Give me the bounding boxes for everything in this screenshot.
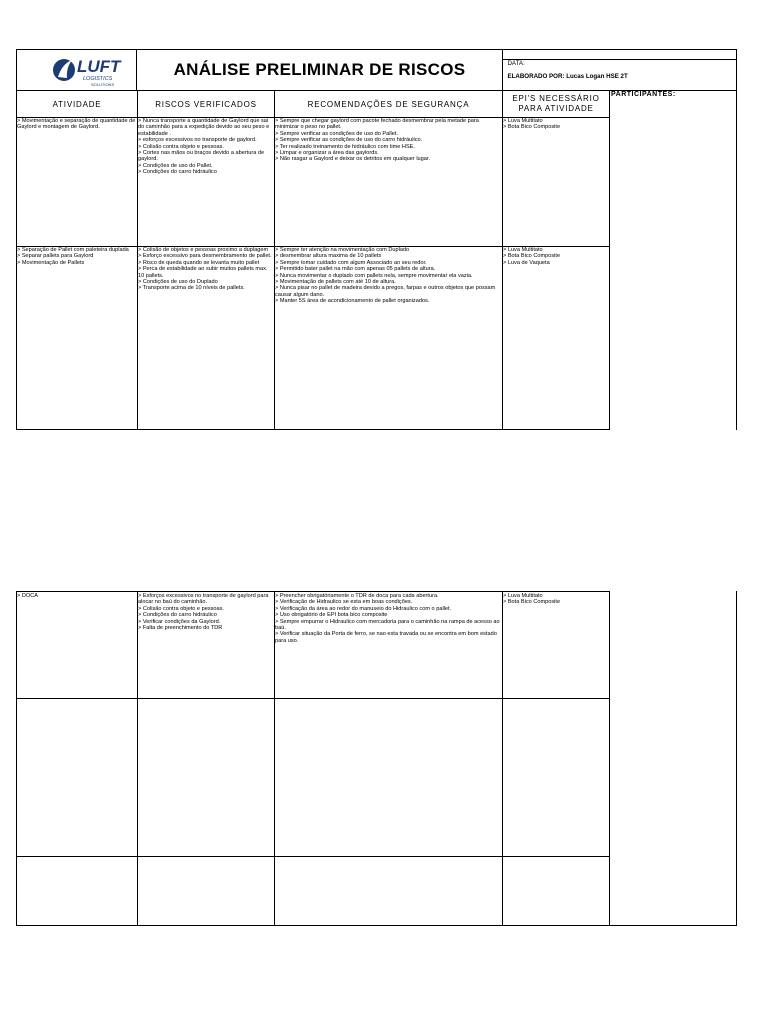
logo-brand-text: LUFT (77, 57, 121, 76)
row3-epis: > Luva Multitato > Bota Bico Composite (503, 593, 561, 606)
page-title: ANÁLISE PRELIMINAR DE RISCOS (137, 50, 503, 90)
row1-recomendacoes: > Sempre que chegar gaylord com pacote fechado desmembrar pela metade para minimizar o peso no pallet. > Sempre verificar as condições de uso do Pallet. > Sempre verificar as condições de uso do carro hidráulico. > Ter realizado treinamento de hidráulico com time HSE. > Limpar e organizar a área das gaylords. > Não rasgar a Gaylord e deixar os detritos em qualquer lugar. (275, 118, 479, 163)
table2-bottom-line (16, 925, 737, 926)
row2-atividade: > Separação de Pallet com paleteira duplada > Separar pallets para Gaylord > Movimentação de Pallets (17, 247, 129, 266)
elaborado-field (503, 60, 736, 90)
table2-row-line-1 (16, 698, 610, 699)
elaborado-label: ELABORADO POR: Lucas Logan HSE 2T (507, 73, 628, 80)
row3-atividade: > DOCA (17, 593, 38, 599)
row3-riscos: > Esforços excessivos no transporte de gaylord para alocar no baú do caminhão. > Colisão contra objeto e pessoas. > Condições do carro hidráulico > Verificar condições da Gaylord. > Falta de preenchimento do TDR (138, 593, 269, 632)
table2-col-line-4 (609, 591, 610, 926)
table-right-border (736, 49, 737, 430)
data-label: DATA: (507, 60, 525, 67)
row3-recomendacoes: > Preencher obrigatóriamente o TDR de doca para cada abertura. > Verificação de Hidraulico se esta em boas condições. > Verificação da área ao redor do manuseio do Hidraulico com o pallet. > Uso obrigatório de EPI bota bico composite > Sempre empurrar o Hidraulico com mercadoria para o caminhão na rampa de acesso ao baú. > Verificar situação da Porta de ferro, se nao esta travada ou se encontra em bom estado para uso. (275, 593, 500, 644)
logo (17, 50, 137, 90)
row2-riscos: > Colisão de objetos e pessoas proximo a duplagem > Esforço excessivo para desmembramento de pallet. > Risco de queda quando se levanta muito pallet > Perca de estabilidade ao subir muitos pallets max. 10 pallets. > Condições de uso do Duplado > Transporte acima de 10 níveis de pallets. (138, 247, 272, 292)
row1-riscos: > Nunca transporte a quantidade de Gaylord que sai do caminhão para a expedição devido ao seu peso e estabilidade . > esforços excessivos no transporte de gaylord. > Colisão contra objeto e pessoas. > Cortes nas mãos ou braços devido a abertura de gaylord. > Condições de uso do Pallet. > Condições do carro hidráulico (138, 118, 270, 176)
table2-row-line-2 (16, 856, 610, 857)
col-line-4 (609, 90, 610, 430)
col-header-recomendacoes: RECOMENDAÇÕES DE SEGURANÇA (307, 99, 470, 109)
table2-right-border (736, 591, 737, 926)
row2-recomendacoes: > Sempre ter atenção na movimentação com Duplado > desmembrar altura maxima de 10 pallets > Sempre tomar cuidado com algum Associado ao seu redor. > Permitido bater pallet na mão com apenas 05 pallets de altura. > Nunca movimentar o duplado com pallets nela, sempre movimentar ela vazia. > Movimentação de pallets com até 10 de altura. > Nunca pisar no pallet de madeira devido a pregos, farpas e outros objetos que possam causar algum dano. > Manter 5S área de acondicionamento de pallet organizados. (275, 247, 496, 305)
luft-logo-icon (17, 50, 137, 90)
participantes-label: PARTICIPANTES: (611, 91, 676, 98)
logo-tag-text: SOLUTIONS (91, 82, 115, 87)
col-header-epis: EPI'S NECESSÁRIO PARA ATIVIDADE (512, 94, 600, 113)
col-header-riscos: RISCOS VERIFICADOS (155, 99, 257, 109)
row1-epis: > Luva Multitato > Bota Bico Composite (503, 118, 561, 131)
col-header-atividade: ATIVIDADE (52, 99, 102, 109)
logo-sub-text: LOGISTICS (83, 76, 113, 82)
row-line-2 (16, 429, 610, 430)
row2-epis: > Luva Multitato > Bota Bico Composite > Luva de Vaqueta (503, 247, 561, 266)
table2-top-line (16, 591, 610, 592)
row1-atividade: > Movimentação e separação de quantidade de Gaylord e montagem de Gaylord. (17, 118, 136, 131)
data-field (503, 50, 736, 67)
